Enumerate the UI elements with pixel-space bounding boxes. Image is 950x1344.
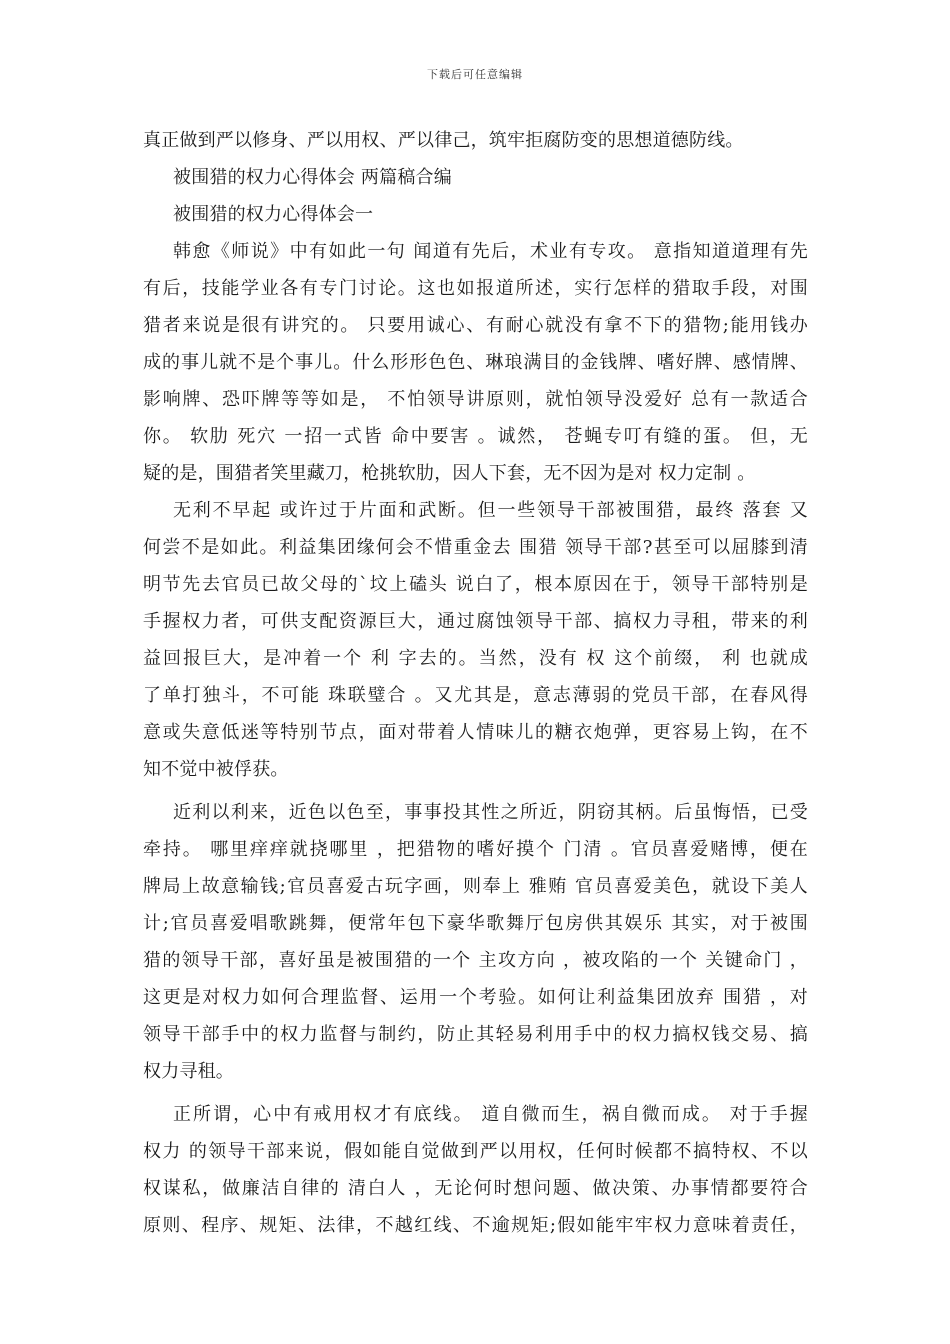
- text-line: 正所谓，心中有戒用权才有底线。 道自微而生，祸自微而成。 对于手握: [173, 1104, 808, 1125]
- text-line: 意或失意低迷等特别节点，面对带着人情味儿的糖衣炮弹，更容易上钩，在不: [143, 722, 808, 743]
- text-line: 这更是对权力如何合理监督、运用一个考验。如何让利益集团放弃 围猎 ，对: [143, 987, 808, 1008]
- text-line: 无利不早起 或许过于片面和武断。但一些领导干部被围猎，最终 落套 又: [173, 500, 808, 521]
- text-line: 权谋私，做廉洁自律的 清白人 ，无论何时想问题、做决策、办事情都要符合: [143, 1178, 808, 1199]
- text-line: 韩愈《师说》中有如此一句 闻道有先后，术业有专攻。 意指知道道理有先: [173, 241, 808, 262]
- text-line: 被围猎的权力心得体会一: [173, 204, 374, 225]
- text-line: 有后，技能学业各有专门讨论。这也如报道所述，实行怎样的猎取手段，对围: [143, 278, 808, 299]
- text-line: 领导干部手中的权力监督与制约，防止其轻易利用手中的权力搞权钱交易、搞: [143, 1024, 808, 1045]
- text-line: 了单打独斗，不可能 珠联璧合 。又尤其是，意志薄弱的党员干部，在春风得: [143, 685, 808, 706]
- document-body: [143, 122, 808, 1244]
- text-line: 牌局上故意输钱;官员喜爱古玩字画，则奉上 雅贿 官员喜爱美色，就设下美人: [143, 876, 808, 897]
- text-line: 影响牌、恐吓牌等等如是， 不怕领导讲原则，就怕领导没爱好 总有一款适合: [143, 389, 808, 410]
- text-line: 近利以利来，近色以色至，事事投其性之所近，阴窃其柄。后虽悔悟，已受: [173, 802, 808, 823]
- text-line: 手握权力者，可供支配资源巨大，通过腐蚀领导干部、搞权力寻租，带来的利: [143, 611, 808, 632]
- text-line: 真正做到严以修身、严以用权、严以律己，筑牢拒腐防变的思想道德防线。: [143, 130, 744, 151]
- page-header-note: 下载后可任意编辑: [427, 68, 523, 81]
- text-line: 计;官员喜爱唱歌跳舞，便常年包下豪华歌舞厅包房供其娱乐 其实，对于被围: [143, 913, 808, 934]
- text-line: 知不觉中被俘获。: [143, 759, 289, 780]
- text-line: 原则、程序、规矩、法律，不越红线、不逾规矩;假如能牢牢权力意味着责任，: [143, 1215, 808, 1236]
- text-line: 明节先去官员已故父母的`坟上磕头 说白了，根本原因在于，领导干部特别是: [143, 574, 808, 595]
- text-line: 益回报巨大，是冲着一个 利 字去的。当然，没有 权 这个前缀， 利 也就成: [143, 648, 808, 669]
- text-line: 你。 软肋 死穴 一招一式皆 命中要害 。诚然， 苍蝇专叮有缝的蛋。 但，无: [143, 426, 808, 447]
- text-line: 疑的是，围猎者笑里藏刀，枪挑软肋，因人下套，无不因为是对 权力定制 。: [143, 463, 756, 484]
- text-line: 猎的领导干部，喜好虽是被围猎的一个 主攻方向 ，被攻陷的一个 关键命门 ，: [143, 950, 808, 971]
- text-line: 何尝不是如此。利益集团缘何会不惜重金去 围猎 领导干部?甚至可以屈膝到清: [143, 537, 808, 558]
- text-line: 被围猎的权力心得体会 两篇稿合编: [173, 167, 452, 188]
- text-line: 成的事儿就不是个事儿。什么形形色色、琳琅满目的金钱牌、嗜好牌、感情牌、: [143, 352, 808, 373]
- text-line: 牵持。 哪里痒痒就挠哪里 ，把猎物的嗜好摸个 门清 。官员喜爱赌博，便在: [143, 839, 808, 860]
- text-line: 猎者来说是很有讲究的。 只要用诚心、有耐心就没有拿不下的猎物;能用钱办: [143, 315, 808, 336]
- text-line: 权力 的领导干部来说，假如能自觉做到严以用权，任何时候都不搞特权、不以: [143, 1141, 808, 1162]
- text-line: 权力寻租。: [143, 1061, 234, 1082]
